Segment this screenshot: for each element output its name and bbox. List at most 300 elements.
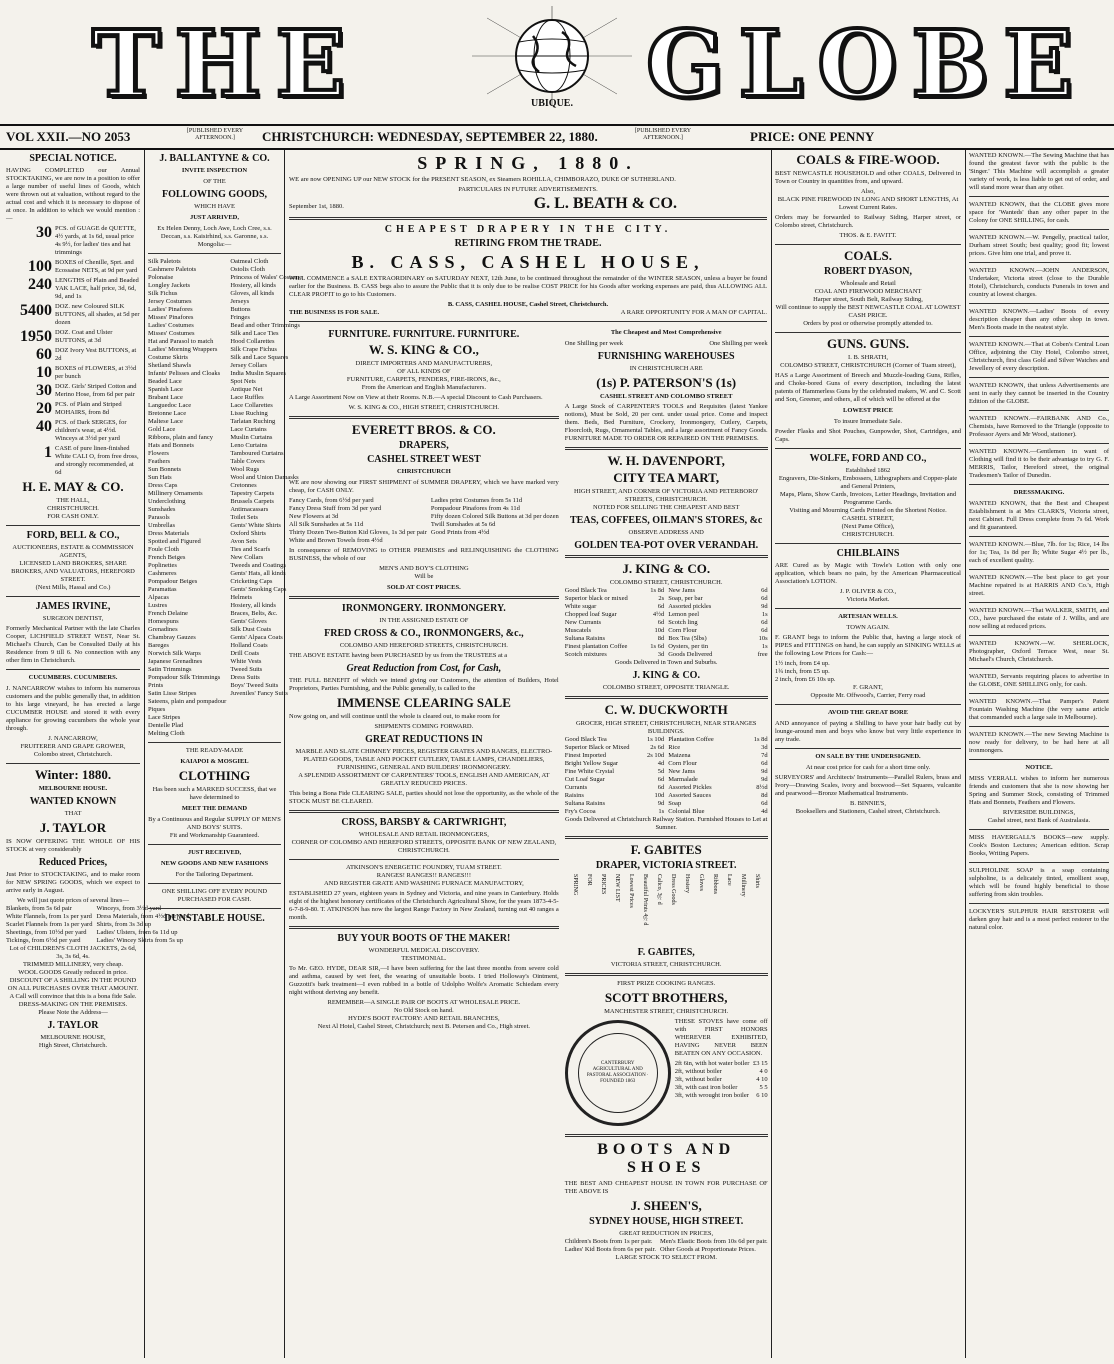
ready-made: THE READY-MADE [185, 747, 244, 754]
price-row [565, 784, 664, 792]
taylor-text: IS NOW OFFERING THE WHOLE OF HIS STOCK at very considerably [6, 838, 140, 853]
duckworth-item-price: 4d [761, 808, 768, 815]
goods-item: Jersey Costumes [148, 298, 192, 305]
duckworth-item-name: Colonial Blue [668, 808, 705, 815]
lot-text: LENGTHS of Plain and Beaded YAK LACE, half price, 3d, 6d, 9d, and 1s [55, 277, 139, 300]
goods-item: Dress Materials [148, 530, 189, 537]
king-firm: W. S. KING & CO., [368, 342, 479, 357]
goods-item: Hosiery, all kinds [230, 602, 276, 609]
column-rule [771, 150, 772, 1358]
goods-item: Dress Suits [230, 674, 260, 681]
immense-clearing: IMMENSE CLEARING SALE [336, 695, 511, 710]
surveyors-text: SURVEYORS' and Architects' Instruments—Parallel Rulers, brass and Ivory—Drawing Scales, ivory and boxwood—Set Squares, vulcanite and pearwood—Bronze Mathematical Instruments. [775, 774, 961, 797]
lot-text: BOXES of Chenille, Sprt. and Ecossaise NETS, at 9d per yard [55, 259, 138, 274]
column-rule [144, 150, 145, 1358]
great-reduction-prices: GREAT REDUCTION IN PRICES, [619, 1230, 714, 1237]
shrath-name: I. B. SHRATH, [848, 354, 888, 361]
price-row [565, 651, 664, 659]
sulpholine-text: SULPHOLINE SOAP is a soap containing sulpholine, is a delicately tinted, emollient soap, which will be found highly beneficial to those suffering from skin troubles. [969, 867, 1109, 898]
goods-item: Feathers [148, 458, 171, 465]
business-for-sale: THE BUSINESS IS FOR SALE. [289, 309, 380, 316]
goods-item: Shetland Shawls [148, 362, 192, 369]
duckworth-item-price: 3d [761, 744, 768, 751]
price-row [668, 635, 767, 643]
meet-demand: MEET THE DEMAND [181, 805, 248, 812]
restorer-text: LOCKYER'S SULPHUR HAIR RESTORER will darken gray hair and is a most perfect restorer to the natural color. [969, 908, 1109, 931]
winter-heading: Winter: 1880. [34, 767, 112, 782]
lot-row [6, 277, 140, 301]
association-seal-icon [565, 1020, 671, 1126]
assigned-estate: IN THE ASSIGNED ESTATE OF [379, 617, 469, 624]
king-kinds: OF ALL KINDS OF [397, 368, 451, 375]
seal-text: CANTERBURY AGRICULTURAL AND PASTORAL ASSOCIATION · FOUNDED 1863 [578, 1033, 658, 1113]
jking-item-name: Corn Flour [668, 627, 697, 634]
taylor-items [6, 905, 190, 945]
jking-item-price: 8d [657, 635, 665, 642]
scott-item-price: 6 10 [756, 1092, 768, 1099]
goods-item: Drill Coats [230, 650, 260, 657]
duckworth-item-name: Assorted Sauces [668, 792, 711, 799]
lot-number: 100 [28, 258, 52, 275]
atkinson-foundry: ATKINSON'S ENERGETIC FOUNDRY, TUAM STREET. [345, 864, 502, 871]
atkinson-text: ESTABLISHED 27 years, eighteen years in Sydney and Victoria, and nine years in Canterbury. Holds eight of the highest honorary certificates of the Christchurch Agricultural Show, for the years 1873-4-5-6-7-8-9-80. T. ATKINSON has now the largest Range Factory in New Zealand, turning out 40 ranges a month. [289, 890, 559, 921]
lot-number: 60 [36, 346, 52, 363]
wanted-15: WANTED, Servants requiring places to advertise in the GLOBE, ONE SHILLING only, for cash. [969, 673, 1109, 688]
everett-item: Pompadour Pinafores from 4s 11d [430, 505, 520, 512]
fred-text: THE ABOVE ESTATE having been PURCHASED by us from the TRUSTEES at a [289, 652, 508, 659]
jking-item-name: Finest plantation Coffee [564, 643, 628, 650]
removing-text: In consequence of REMOVING to OTHER PREMISES and RELINQUISHING the CLOTHING BUSINESS, the whole of our [289, 547, 559, 562]
goods-item: Dress Caps [148, 482, 178, 489]
artesian-wells: ARTESIAN WELLS. [838, 613, 898, 620]
of-the: OF THE [203, 178, 226, 185]
goods-item: Sun Bonnets [148, 466, 182, 473]
sheen-item: Children's Boots from 1s per pair. [564, 1238, 653, 1245]
goods-item: Spanish Lace [148, 386, 183, 393]
goods-item: Sunshades [148, 506, 176, 513]
cheapest-drapery: CHEAPEST DRAPERY IN THE CITY. [384, 224, 672, 235]
duckworth-item-price: 8d [761, 792, 768, 799]
everett-city: CHRISTCHURCH [396, 468, 451, 475]
taylor-item: White Flannels, from 1s per yard [6, 913, 92, 920]
observe-address: OBSERVE ADDRESS AND [628, 529, 704, 536]
column-4 [565, 326, 768, 1262]
goods-item: Japanese Grenadines [148, 658, 203, 665]
shipments-line: SHIPMENTS COMING FORWARD. [374, 723, 474, 730]
goods-item: Hosiery, all kinds [230, 282, 276, 289]
taylor-item: Blankets, from 5s 6d pair [6, 905, 72, 912]
taylor-item: Ladies' Wincey Skirts from 5s up [96, 937, 184, 944]
irvine-title: SURGEON DENTIST, [42, 615, 104, 622]
fred-text-2: THE FULL BENEFIT of which we intend giving our Customers, the attention of Builders, Hotel Proprietors, Parties Furnishing, and the Public generally, is called to the [289, 677, 559, 692]
sheen-item: Men's Elastic Boots from 10s 6d per pair. [659, 1238, 768, 1245]
goods-item: Ladies' Morning Wrappers [148, 346, 218, 353]
particulars: PARTICULARS IN FUTURE ADVERTISEMENTS. [458, 186, 598, 193]
wanted-17: WANTED KNOWN.—The new Sewing Machine is now ready for delivery, to be had here at all ironmongers. [969, 731, 1109, 754]
powder-line: Powder Flasks and Shot Pouches, Gunpowder, Shot, Cartridges, and Caps. [775, 428, 961, 443]
on-sale-text: At near cost price for cash for a short time only. [805, 764, 931, 771]
wanted-4: WANTED KNOWN.—JOHN ANDERSON, Undertaker, Victoria street (close to the Durable Hotel), Christchurch, conducts Funerals in town and country at lowest charges. [969, 267, 1109, 298]
gabites-line: Ribbons [712, 874, 719, 895]
duckworth-item-price: 4d [657, 760, 665, 767]
firewood-line: BLACK PINE FIREWOOD IN LONG AND SHORT LENGTHS, At Lowest Current Rates. [777, 196, 959, 211]
fred-text-3: Now going on, and will continue until the whole is cleared out, to make room for [289, 713, 501, 720]
goods-item: Princess of Wales' Costume [230, 274, 303, 281]
lot-number: 30 [36, 224, 52, 241]
splendid-line: A SPLENDID ASSORTMENT OF CARPENTERS' TOOLS, ENGLISH AND AMERICAN, AT GREATLY REDUCED PRICES. [298, 772, 550, 787]
duckworth-item-name: Sultana Raisins [564, 800, 605, 807]
duckworth-item-price: 8½d [756, 784, 768, 791]
new-goods-fashions: NEW GOODS AND NEW FASHIONS [160, 860, 269, 867]
retiring-trade: RETIRING FROM THE TRADE. [454, 238, 602, 249]
price-row [565, 627, 664, 635]
jking-item-price: 1s [761, 611, 768, 618]
wool-line: WOOL GOODS Greatly reduced in price. [18, 969, 128, 976]
quote-line: We will just quote prices of several lines— [17, 897, 129, 904]
grant-text: F. GRANT begs to inform the Public that, having a large stock of PIPES and FITTINGS on hand, he can supply an SINKING WELLS at the following Low Prices for Cash:— [775, 634, 961, 657]
goods-item: New Collars [230, 554, 264, 561]
goods-item: Boys' Tweed Suits [230, 682, 279, 689]
everett-drapers: DRAPERS, [398, 440, 449, 451]
jking-item-name: New Currants [564, 619, 602, 626]
great-reductions: GREAT REDUCTIONS IN [365, 734, 483, 745]
avoid-text: AND annoyance of paying a Shilling to have your hair badly cut by lounge-around men and boys who know but very little experience in any trade. [775, 720, 961, 743]
price-row [668, 603, 767, 611]
one-shilling-left: One Shilling per week [564, 340, 624, 347]
sheen-item: Other Goods at Proportionate Prices. [659, 1246, 756, 1253]
goods-item: Misses' Costumes [148, 330, 195, 337]
special-notice-intro: HAVING COMPLETED our Annual STOCKTAKING, we are now in a position to offer a large number of useful lines of Goods, which were thrown out at valuation, without regard to the actual cost and which it is necessary to dispose of at once. In addition to which we would mention :— [6, 167, 140, 222]
davenport-name: W. H. DAVENPORT, [607, 453, 725, 468]
price-row [565, 808, 664, 816]
ford-line-3: (Next Mills, Hassal and Co.) [35, 584, 111, 591]
duckworth-item-price: 9d [761, 776, 768, 783]
wanted-known: WANTED KNOWN [29, 796, 117, 807]
goods-item: Buttons [230, 306, 251, 313]
lot-number: 20 [36, 400, 52, 417]
scott-price-list [675, 1060, 768, 1100]
jking-name: J. KING & CO. [622, 561, 711, 576]
special-notice-heading: SPECIAL NOTICE. [29, 153, 117, 164]
duckworth-item-price: 2s 6d [650, 744, 665, 751]
goods-item: Parasols [148, 514, 170, 521]
jking-item-price: 4½d [652, 611, 665, 618]
goods-list [148, 258, 303, 738]
goods-item: Tamboured Curtains [230, 450, 284, 457]
that-label: THAT [64, 810, 82, 817]
lot-number: 30 [36, 382, 52, 399]
grant-name: F. GRANT, [853, 684, 883, 691]
sold-cost: SOLD AT COST PRICES. [387, 584, 461, 591]
scott-item-price: £3 15 [753, 1060, 768, 1067]
everett-item: Fancy Cards, from 6½d per yard [289, 497, 374, 504]
scott-item-name: 2ft 6in, with hot water boiler [674, 1060, 750, 1067]
may-address-1: THE HALL, [56, 497, 90, 504]
goods-item: Table Covers [230, 458, 265, 465]
everett-item: Fifty dozen Colored Silk Buttons at 3d per dozen [430, 513, 559, 520]
gabites-line: Lace [726, 874, 733, 886]
everett-item: Ladies print Costumes from 5s 11d [430, 497, 523, 504]
taylor-item: Sheetings, from 10½d per yard [6, 929, 87, 936]
tailoring-line: For the Tailoring Department. [175, 871, 254, 878]
goods-item: Melting Cloth [148, 730, 185, 737]
millinery-line: TRIMMED MILLINERY, very cheap. [22, 961, 124, 968]
noted-line: NOTED FOR SELLING THE CHEAPEST AND BEST [593, 504, 740, 511]
price-row [565, 792, 664, 800]
hyde-address: Next Al Hotel, Cashel Street, Christchurch; next B. Petersen and Co., High street. [317, 1023, 530, 1030]
goods-item: Silk Crape Fichus [230, 346, 277, 353]
cucumber-text: J. NANCARROW wishes to inform his numerous customers and the public generally that, in addition to his large vineyard, he has erected a large CUCUMBER HOUSE and stored it with every appliance for growing cucumbers the whole year through. [6, 685, 140, 732]
column-3 [289, 150, 767, 1358]
supply-line: By a Continuous and Regular SUPPLY OF MEN'S AND BOYS' SUITS. [148, 816, 281, 831]
goods-item: Languedoc Lace [148, 402, 192, 409]
goods-item: Ties and Scarfs [230, 546, 271, 553]
address-note: Please Note the Address— [38, 1009, 108, 1016]
goods-item: Longley Jackets [148, 282, 191, 289]
goods-item: White Vests [230, 658, 262, 665]
wanted-14: WANTED KNOWN.—W. SHERLOCK, Photographer, Oxford Terrace West, near St. Michael's Church, Christchurch. [969, 640, 1109, 663]
lot-text: DOZ. Coat and Ulster BUTTONS, at 3d [55, 329, 113, 344]
goods-item: Fringes [230, 314, 250, 321]
duckworth-item-price: 6d [657, 776, 665, 783]
goods-item: Bareges [148, 642, 169, 649]
duckworth-item-name: Raisins [564, 792, 584, 799]
jking-item-price: 6d [761, 587, 768, 594]
column-2 [148, 150, 303, 1358]
price-row [668, 768, 767, 776]
jking-item-name: Soap, per bar [668, 595, 703, 602]
cross-sub: WHOLESALE AND RETAIL IRONMONGERS, [358, 831, 489, 838]
price-row [565, 800, 664, 808]
christchurch-label: CHRISTCHURCH. [842, 531, 894, 538]
scott-address: MANCHESTER STREET, CHRISTCHURCH. [604, 1008, 729, 1015]
goods-item: Lustres [148, 602, 168, 609]
duckworth-item-price: 1s [658, 808, 665, 815]
spring-heading: SPRING, 1880. [417, 153, 639, 173]
goods-item: Ribbons, plain and fancy [148, 434, 213, 441]
scott-item-price: 4 10 [756, 1076, 768, 1083]
binnie-address: Booksellers and Stationers, Cashel street, Christchurch. [795, 808, 941, 815]
goods-item: Foule Cloth [148, 546, 179, 553]
duckworth-item-price: 6d [761, 760, 768, 767]
everett-item: Fancy Dress Stuff from 3d per yard [289, 505, 382, 512]
price-row [668, 744, 767, 752]
wanted-8: WANTED KNOWN.—FAIRBANK AND Co., Chemists, have Removed to the Triangle (opposite to Professor Ayers and Mr Wood, stationer). [969, 415, 1109, 438]
boots-shoes: BOOTS AND SHOES [597, 1141, 736, 1176]
goods-item: Grenadines [148, 626, 178, 633]
jking-item-price: 6d [657, 619, 665, 626]
goods-item: Sateens, plain and pompadour [148, 698, 227, 705]
grant-item: 2 inch, from £6 10s up. [775, 676, 836, 683]
wanted-10: WANTED KNOWN, that the Best and Cheapest Establishment is at Mrs CLARK'S, Victoria street, next Cabinet. Full Dress complete from 7s 6d. Work and fit guaranteed. [969, 500, 1109, 531]
jking-item-name: Chopped loaf Sugar [564, 611, 617, 618]
duckworth-item-price: 10d [654, 792, 665, 799]
column-5 [775, 150, 961, 1358]
bona-fide-line: This being a Bona Fide CLEARING SALE, parties should not lose the opportunity, as the whole of the STOCK MUST BE CLEARED. [289, 790, 559, 805]
jking-item-name: Good Black Tea [564, 587, 607, 594]
duckworth-item-name: Marmalade [668, 776, 698, 783]
jking-address: COLOMBO STREET, CHRISTCHURCH. [609, 579, 723, 586]
goods-item: Hood Collarettes [230, 338, 275, 345]
jking-name-2: J. KING & CO. [632, 670, 700, 681]
cashel-street: CASHEL STREET, [842, 515, 894, 522]
lot-row [6, 445, 140, 477]
coals-text: BEST NEWCASTLE HOUSEHOLD and other COALS, Delivered in Town or Country in quantities from, and upward. [775, 170, 961, 185]
jking-item-price: 1s [761, 643, 768, 650]
goods-item: Satin Trimmings [148, 666, 192, 673]
irvine-text: Formerly Mechanical Partner with the late Charles Cooper, LICHFIELD STREET WEST, Near St. Michael's Church, Can be Consulted Daily at his Residence from 9 till 6. No connection with any other firm in Christchurch. [6, 625, 140, 664]
jking-item-price: 6d [761, 595, 768, 602]
goods-item: Tarlatan Ruching [230, 418, 276, 425]
goods-item: Pompadour Beiges [148, 578, 198, 585]
wanted-6: WANTED KNOWN.—That at Coben's Central Loan Office, adjoining the City Hotel, Colombo street, Christchurch, first class Gold and Silver Watches and Jewellery of every description. [969, 341, 1109, 372]
everett-item: White and Brown Towels from 4½d [289, 537, 383, 544]
town-again: TOWN AGAIN. [846, 624, 890, 631]
duckworth-price-list [565, 736, 768, 816]
grant-price-list [775, 660, 961, 684]
everett-item: All Silk Sunshades at 5s 11d [289, 521, 364, 528]
lot-number: 1950 [20, 328, 52, 345]
gabites-line: NEW LIST [614, 874, 621, 902]
goods-item: Jersey Collars [230, 362, 267, 369]
cross-barsby: CROSS, BARSBY & CARTWRIGHT, [341, 817, 507, 828]
wanted-3: WANTED KNOWN.—W. Pengelly, practical tailor, Durham street South; best quality; good fit; lowest prices. Give him one trial, and prove it. [969, 234, 1109, 257]
duckworth-item-name: Bright Yellow Sugar [564, 760, 618, 767]
gabites-line: Gloves [698, 874, 705, 891]
goods-item: Satin Lisse Stripes [148, 690, 197, 697]
rare-opportunity: A RARE OPPORTUNITY FOR A MAN OF CAPITAL. [620, 309, 767, 316]
price-row [668, 776, 767, 784]
wanted-2: WANTED KNOWN, that the CLOBE gives more space for 'Wanteds' than any other paper in the Colony for ONE SHILLING, for cash. [969, 201, 1109, 224]
goods-item: Poplinettes [148, 562, 177, 569]
everett-firm: EVERETT BROS. & CO. [351, 422, 496, 437]
coals-firewood: COALS & FIRE-WOOD. [796, 152, 940, 167]
gabites-address-2: VICTORIA STREET, CHRISTCHURCH. [610, 961, 722, 968]
price-row [565, 611, 664, 619]
goods-item: Brussels Carpets [230, 498, 274, 505]
jking-item-name: Scotch mixtures [564, 651, 607, 658]
taylor-item: Dress Materials, from 4½d per yard [96, 913, 190, 920]
lot-number: 40 [36, 418, 52, 435]
medical-discovery: WONDERFUL MEDICAL DISCOVERY. [368, 947, 480, 954]
price: PRICE: ONE PENNY [750, 129, 875, 144]
lot-number: 5400 [20, 302, 52, 319]
visiting-line: Visiting and Mourning Cards Printed on the Shortest Notice. [789, 507, 947, 514]
may-terms: FOR CASH ONLY. [47, 513, 99, 520]
nancarrow-address: Colombo street, Christchurch. [33, 751, 113, 758]
duckworth-item-price: 1s 8d [753, 736, 768, 743]
chilblains-heading: CHILBLAINS [836, 548, 900, 559]
goods-item: Gents' Hats, all kinds [230, 570, 286, 577]
goods-item: Silk Paletots [148, 258, 181, 265]
taylor-item: Shirts, from 3s 3d up [96, 921, 152, 928]
cross-address: CORNER OF COLOMBO AND HEREFORD STREETS, OPPOSITE BANK OF NEW ZEALAND, CHRISTCHURCH. [291, 839, 557, 854]
jking-item-price: free [757, 651, 768, 658]
goods-item: Silk and Lace Squares [230, 354, 289, 361]
goods-item: Silk Dust Coats [230, 626, 272, 633]
verrall-text: MISS VERRALL wishes to inform her numerous friends and customers that she is now showing her Spring and Summer Stock, consisting of Trimmed Hats and Bonnets, Feathers and Flowers. [969, 775, 1109, 806]
next-office: (Next Pame Office), [841, 523, 895, 530]
orders-line: Orders may be forwarded to Railway Siding, Harper street, or Colombo street, Christchurch. [775, 214, 961, 229]
remember-line: REMEMBER—A SINGLE PAIR OF BOOTS AT WHOLESALE PRICE. [327, 999, 521, 1006]
published-note-left: [PUBLISHED EVERY AFTERNOON.] [186, 128, 244, 141]
cass-heading: B. CASS, CASHEL HOUSE, [351, 252, 705, 272]
gabites-line: PRICES [600, 874, 607, 895]
gabites-line: Dress Goods [670, 874, 677, 905]
goods-item: Avon Sets [230, 538, 257, 545]
goods-item: Tapestry Carpets [230, 490, 275, 497]
reduced-prices: Reduced Prices, [38, 857, 108, 868]
goods-item: Silk and Lace Ties [230, 330, 279, 337]
goods-item: Gents' Gloves [230, 618, 267, 625]
price-row [565, 643, 664, 651]
wholesale-retail: Wholesale and Retail [840, 280, 896, 287]
nancarrow-name: J. NANCARROW, [48, 735, 98, 742]
goods-item: Misses' Pinafores [148, 314, 194, 321]
duckworth-item-name: New Jams [668, 768, 696, 775]
lot-row [6, 303, 140, 327]
goods-item: Helmets [230, 594, 253, 601]
place-date: CHRISTCHURCH: WEDNESDAY, SEPTEMBER 22, 1880. [262, 129, 598, 144]
goods-item: Polonaise [148, 274, 174, 281]
sign-name: J. TAYLOR [47, 1020, 99, 1031]
wanted-16: WANTED KNOWN.—That Pamper's Patent Fountain Washing Machine (the very same article that commanded such a large sale in Melbourne). [969, 698, 1109, 721]
ford-line-2: LICENSED LAND BROKERS, SHARE BROKERS, AND VALUATORS, HEREFORD STREET. [11, 560, 135, 583]
established-line: Established 1862 [845, 467, 891, 474]
hyde-factory: HYDE'S BOOT FACTORY: AND RETAIL BRANCHES, [348, 1015, 500, 1022]
nancarrow-title: FRUITERER AND GRAPE GROWER, [20, 743, 126, 750]
on-sale: ON SALE BY THE UNDERSIGNED. [815, 753, 921, 760]
price-row [675, 1092, 768, 1100]
jking-item-price: 9d [761, 603, 768, 610]
goods-item: Gold Lace [148, 426, 176, 433]
jking-item-price: 6d [657, 603, 665, 610]
goods-item: Brabant Lace [148, 394, 183, 401]
goods-item: Ostolis Cloth [230, 266, 265, 273]
cheapest-comprehensive: The Cheapest and Most Comprehensive [610, 329, 722, 336]
goods-item: Lace Collarettes [230, 402, 273, 409]
everett-item: Good Prints from 4½d [430, 529, 490, 536]
lot-text: CASE of pure linen-finished White CALI O, from free dross, and strongly recommended, at 6d [55, 445, 139, 476]
continue-supply: Will continue to supply the BEST NEWCASTLE COAL AT LOWEST CASH PRICE. [775, 304, 961, 319]
everett-text: WE are now showing our FIRST SHIPMENT of SUMMER DRAPERY, which we have marked very cheap, for CASH ONLY. [289, 479, 559, 494]
goods-item: Costume Skirts [148, 354, 188, 361]
price-row [668, 643, 767, 651]
gabites-line: Millinery [740, 874, 747, 897]
scott-item-name: 3ft, without boiler [674, 1076, 722, 1083]
everett-item: Twill Sunshades at 5s 6d [430, 521, 496, 528]
furniture-heading: FURNITURE. FURNITURE. FURNITURE. [328, 329, 520, 340]
dressmaking-line: DRESS-MAKING ON THE PREMISES. [18, 1001, 128, 1008]
jking-delivered: Goods Delivered in Town and Suburbs. [614, 659, 718, 666]
wolfe-ford: WOLFE, FORD AND CO., [809, 453, 927, 464]
jking-item-price: 10d [654, 627, 665, 634]
favitt-name: THOS. & E. FAVITT. [839, 232, 897, 239]
price-row [668, 619, 767, 627]
goods-item: Piques [148, 706, 166, 713]
king-assortment: A Large Assortment Now on View at their Rooms. N.B.—A special Discount to Cash Purchasers. [289, 394, 543, 401]
wanted-7: WANTED KNOWN, that unless Advertisements are sent in early they cannot be inserted in the Country Edition of the GLOBE. [969, 382, 1109, 405]
melbourne-house: MELBOURNE HOUSE. [38, 785, 108, 792]
attended-line: Orders by post or otherwise promptly attended to. [803, 320, 933, 327]
jking-item-price: 3d [657, 651, 665, 658]
goods-item: French Beiges [148, 554, 186, 561]
paterson-text: A Large Stock of CARPENTER'S TOOLS and Requisites (latest Yankee notions), Must be Sold, 20 per cent. under usual price. Come and inspect them. Beds, Bed Furniture, Crockery, Ironmongery, Cutlery, Carpets, Floorcloth, Rugs, Ornamental Tables, and a large assortment of Fancy Goods. FURNITURE MADE TO ORDER OR REPAIRED ON THE PREMISES. [564, 403, 768, 442]
invite-inspection: INVITE INSPECTION [181, 167, 248, 174]
goods-item: Lace Stripes [148, 714, 181, 721]
goods-item: Gloves, all kinds [230, 290, 275, 297]
price-row [565, 744, 664, 752]
